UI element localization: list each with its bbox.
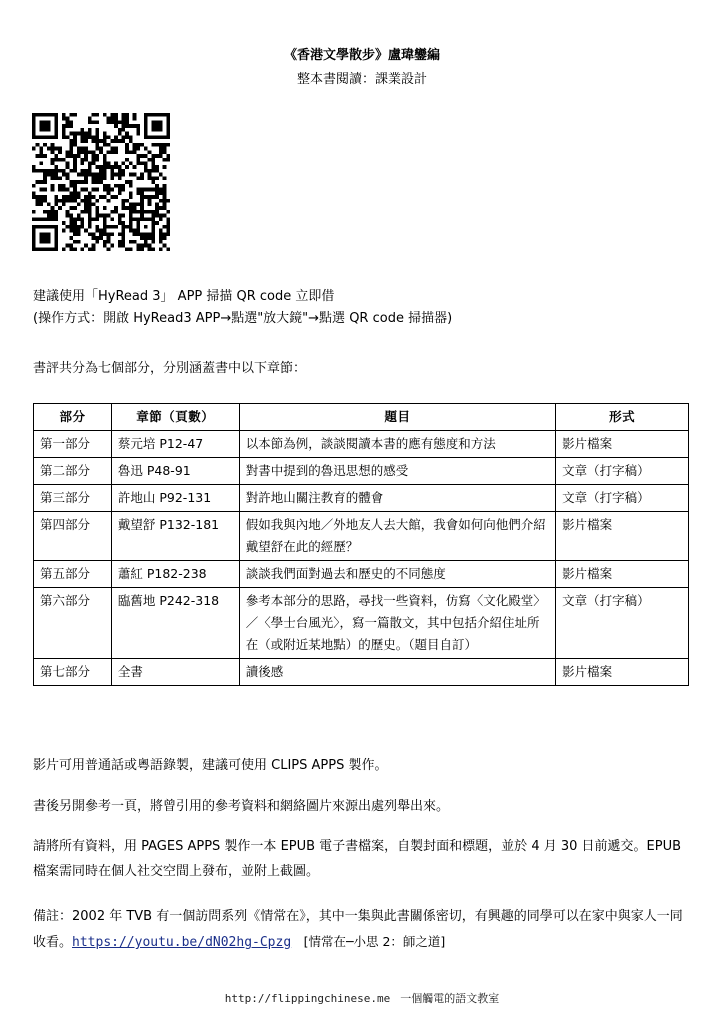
cell-part: 第五部分 — [34, 561, 112, 588]
assignment-table — [33, 403, 689, 686]
cell-topic: 談談我們面對過去和歷史的不同態度 — [239, 561, 555, 588]
cell-topic: 讀後感 — [239, 659, 555, 686]
cell-part: 第一部分 — [34, 431, 112, 458]
cell-format: 文章（打字稿） — [556, 485, 689, 512]
page-footer — [0, 990, 724, 1006]
header-chapter: 章節（頁數） — [111, 404, 239, 431]
table-row — [34, 485, 689, 512]
remark-paragraph — [33, 904, 693, 955]
remark-text: 備註：2002 年 TVB 有一個訪問系列《情常在》，其中一集與此書關係密切，有興趣的同學可以在家中與家人一同收看。 — [33, 909, 683, 950]
reference-note: 書後另開參考一頁，將曾引用的參考資料和網絡圖片來源出處列舉出來。 — [33, 799, 450, 814]
borrow-instruction: 建議使用「HyRead 3」 APP 掃描 QR code 立即借 — [33, 289, 335, 304]
cell-topic: 假如我與內地／外地友人去大館，我會如何向他們介紹戴望舒在此的經歷？ — [239, 512, 555, 561]
cell-topic: 以本節為例，談談閱讀本書的應有態度和方法 — [239, 431, 555, 458]
footer-tagline: 一個觸電的語文教室 — [400, 992, 500, 1005]
header-format: 形式 — [556, 404, 689, 431]
cell-format: 影片檔案 — [556, 561, 689, 588]
footer-url: http://flippingchinese.me — [224, 992, 391, 1005]
cell-chapter: 蔡元培 P12-47 — [111, 431, 239, 458]
episode-note: [情常在─小思 2：師之道] — [303, 934, 446, 949]
cell-chapter: 魯迅 P48-91 — [111, 458, 239, 485]
section-lead: 書評共分為七個部分，分別涵蓋書中以下章節： — [33, 361, 307, 376]
document-title: 《香港文學散步》盧瑋鑾編 — [283, 48, 440, 63]
cell-topic: 對書中提到的魯迅思想的感受 — [239, 458, 555, 485]
video-note: 影片可用普通話或粵語錄製，建議可使用 CLIPS APPS 製作。 — [33, 758, 388, 773]
table-row — [34, 458, 689, 485]
cell-chapter: 蕭紅 P182-238 — [111, 561, 239, 588]
cell-chapter: 戴望舒 P132-181 — [111, 512, 239, 561]
operation-steps: (操作方式：開啟 HyRead3 APP→點選"放大鏡"→點選 QR code 掃描器) — [33, 311, 453, 326]
cell-part: 第三部分 — [34, 485, 112, 512]
cell-topic: 對許地山關注教育的體會 — [239, 485, 555, 512]
cell-part: 第四部分 — [34, 512, 112, 561]
cell-chapter: 許地山 P92-131 — [111, 485, 239, 512]
cell-topic: 參考本部分的思路，尋找一些資料，仿寫〈文化殿堂〉／〈學士台風光〉，寫一篇散文，其中包括介紹住址所在（或附近某地點）的歷史。（題目自訂） — [239, 588, 555, 659]
table-row — [34, 512, 689, 561]
youtube-link[interactable]: https://youtu.be/dN02hg-Cpzg — [72, 935, 292, 950]
table-row — [34, 659, 689, 686]
cell-part: 第二部分 — [34, 458, 112, 485]
cell-format: 文章（打字稿） — [556, 588, 689, 659]
qr-code-icon — [32, 113, 170, 251]
submission-note: 請將所有資料，用 PAGES APPS 製作一本 EPUB 電子書檔案，自製封面和標題，並於 4 月 30 日前遞交。EPUB 檔案需同時在個人社交空間上發布，並附上截圖。 — [33, 839, 682, 879]
table-header-row — [34, 404, 689, 431]
cell-chapter: 全書 — [111, 659, 239, 686]
cell-format: 影片檔案 — [556, 431, 689, 458]
table-row — [34, 431, 689, 458]
header-topic: 題目 — [239, 404, 555, 431]
cell-format: 影片檔案 — [556, 659, 689, 686]
document-subtitle: 整本書閱讀：課業設計 — [296, 72, 427, 87]
table-row — [34, 561, 689, 588]
cell-format: 文章（打字稿） — [556, 458, 689, 485]
cell-format: 影片檔案 — [556, 512, 689, 561]
cell-part: 第六部分 — [34, 588, 112, 659]
header-part: 部分 — [34, 404, 112, 431]
cell-chapter: 臨舊地 P242-318 — [111, 588, 239, 659]
table-row — [34, 588, 689, 659]
cell-part: 第七部分 — [34, 659, 112, 686]
